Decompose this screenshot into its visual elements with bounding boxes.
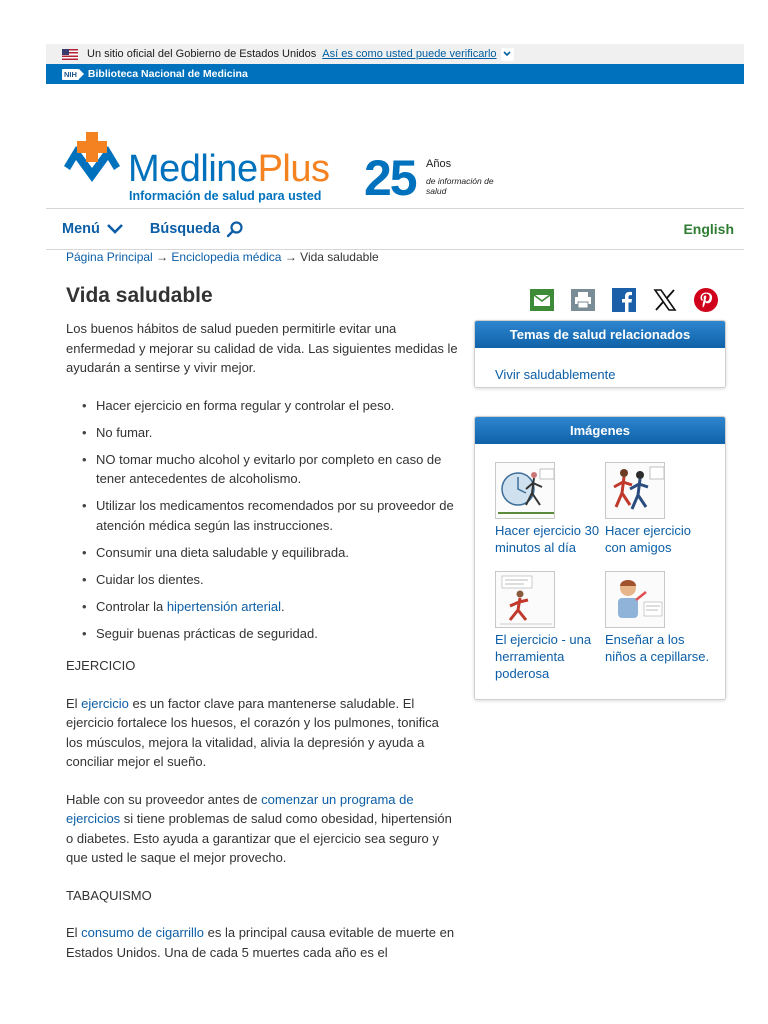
image-caption[interactable]: Hacer ejercicio 30 minutos al día <box>495 523 600 555</box>
breadcrumb-encyclopedia-link[interactable]: Enciclopedia médica <box>171 250 282 264</box>
search-icon <box>226 220 244 238</box>
exercise-paragraph-2: Hable con su proveedor antes de comenzar un programa de ejercicios si tiene problemas de salud como obesidad, hipertensión o diabetes. Esto ayuda a garantizar que el ejercicio sea seguro y que usted le saque el mejor provecho. <box>66 791 452 865</box>
medlineplus-logo-icon[interactable] <box>62 128 122 191</box>
list-item: • Cuidar los dientes. <box>82 570 458 590</box>
list-item: • Consumir una dieta saludable y equilibrada. <box>82 543 458 563</box>
section-heading-smoking: TABAQUISMO <box>66 887 152 903</box>
logo-wordmark[interactable]: MedlinePlus <box>128 148 330 190</box>
english-language-link[interactable]: English <box>683 221 734 237</box>
image-card[interactable] <box>605 462 715 556</box>
share-toolbar <box>530 288 718 312</box>
anniversary-number: 25 <box>364 150 416 206</box>
related-topics-title: Temas de salud relacionados <box>475 321 725 348</box>
exercise-tool-thumbnail[interactable] <box>495 571 555 628</box>
hypertension-link[interactable]: hipertensión arterial <box>166 598 281 614</box>
related-topic-link[interactable]: Vivir saludablemente <box>495 367 616 382</box>
anniversary-word: Años <box>426 158 452 170</box>
habits-list <box>82 396 458 644</box>
child-brushing-thumbnail[interactable] <box>605 571 665 628</box>
gov-verify-link[interactable]: Así es como usted puede verificarlo <box>322 48 497 60</box>
exercise-paragraph-1: El ejercicio es un factor clave para mantenerse saludable. El ejercicio fortalece los huesos, el corazón y los pulmones, tonifica los músculos, mejora la vitalidad, alivia la depresión y ayuda a conciliar mejor el sueño. <box>66 695 439 769</box>
list-item: • Utilizar los medicamentos recomendados por su proveedor de atención médica según las instrucciones. <box>82 496 458 535</box>
breadcrumb-home-link[interactable]: Página Principal <box>66 250 153 264</box>
menu-button[interactable]: Menú <box>62 221 124 237</box>
section-heading-exercise: EJERCICIO <box>66 658 136 673</box>
image-card[interactable] <box>495 571 605 682</box>
breadcrumb-current: Vida saludable <box>300 250 379 264</box>
exercise-clock-thumbnail[interactable] <box>495 462 555 519</box>
main-nav <box>46 209 744 250</box>
logo-tagline: Información de salud para usted <box>129 189 322 203</box>
image-caption[interactable]: Enseñar a los niños a cepillarse. <box>605 632 710 664</box>
nih-bar <box>46 64 744 84</box>
nih-logo-icon[interactable]: NIH <box>62 69 84 80</box>
email-icon[interactable] <box>530 288 554 312</box>
article-body <box>66 319 458 960</box>
smoking-paragraph-1: El consumo de cigarrillo es la principal causa evitable de muerte en Estados Unidos. Una de cada 5 muertes cada año es el <box>66 925 455 960</box>
list-item: • Hacer ejercicio en forma regular y controlar el peso. <box>82 396 458 416</box>
gov-banner <box>46 44 744 64</box>
intro-paragraph: Los buenos hábitos de salud pueden permitirle evitar una enfermedad y mejorar su calidad de vida. Las siguientes medidas le ayudarán a sentirse y vivir mejor. <box>66 321 458 375</box>
image-card[interactable] <box>495 462 605 556</box>
us-flag-icon <box>62 49 78 60</box>
list-item: • NO tomar mucho alcohol y evitarlo por completo en caso de tener antecedentes de alcoholismo. <box>82 450 458 489</box>
breadcrumb <box>66 250 379 264</box>
list-item: • No fumar. <box>82 423 458 443</box>
exercise-friends-thumbnail[interactable] <box>605 462 665 519</box>
chevron-down-icon[interactable] <box>501 48 514 61</box>
images-title: Imágenes <box>475 417 725 444</box>
list-item: • Controlar la hipertensión arterial. <box>82 597 458 617</box>
nih-library-link[interactable]: Biblioteca Nacional de Medicina <box>87 68 248 80</box>
search-button[interactable]: Búsqueda <box>150 220 244 238</box>
page <box>46 44 744 960</box>
exercise-link[interactable]: ejercicio <box>81 695 129 711</box>
image-caption[interactable]: Hacer ejercicio con amigos <box>605 523 691 555</box>
facebook-icon[interactable] <box>612 288 636 312</box>
chevron-down-icon <box>106 223 124 235</box>
list-item: • Seguir buenas prácticas de seguridad. <box>82 624 458 644</box>
anniversary-subtext: de información de salud <box>426 176 494 196</box>
breadcrumb-arrow: → <box>156 250 169 264</box>
print-icon[interactable] <box>571 288 595 312</box>
page-title: Vida saludable <box>66 284 213 307</box>
image-card[interactable] <box>605 571 715 665</box>
smoking-link[interactable]: consumo de cigarrillo <box>81 925 205 940</box>
gov-banner-text: Un sitio oficial del Gobierno de Estados Unidos <box>87 48 317 60</box>
site-header <box>46 84 744 209</box>
images-box <box>474 416 726 700</box>
exercise-program-link[interactable]: comenzar un programa de ejercicios <box>66 791 414 826</box>
pinterest-icon[interactable] <box>694 288 718 312</box>
breadcrumb-arrow: → <box>284 250 297 264</box>
related-topics-box <box>474 320 726 388</box>
image-caption[interactable]: El ejercicio - una herramienta poderosa <box>495 632 592 681</box>
x-icon[interactable] <box>653 288 677 312</box>
